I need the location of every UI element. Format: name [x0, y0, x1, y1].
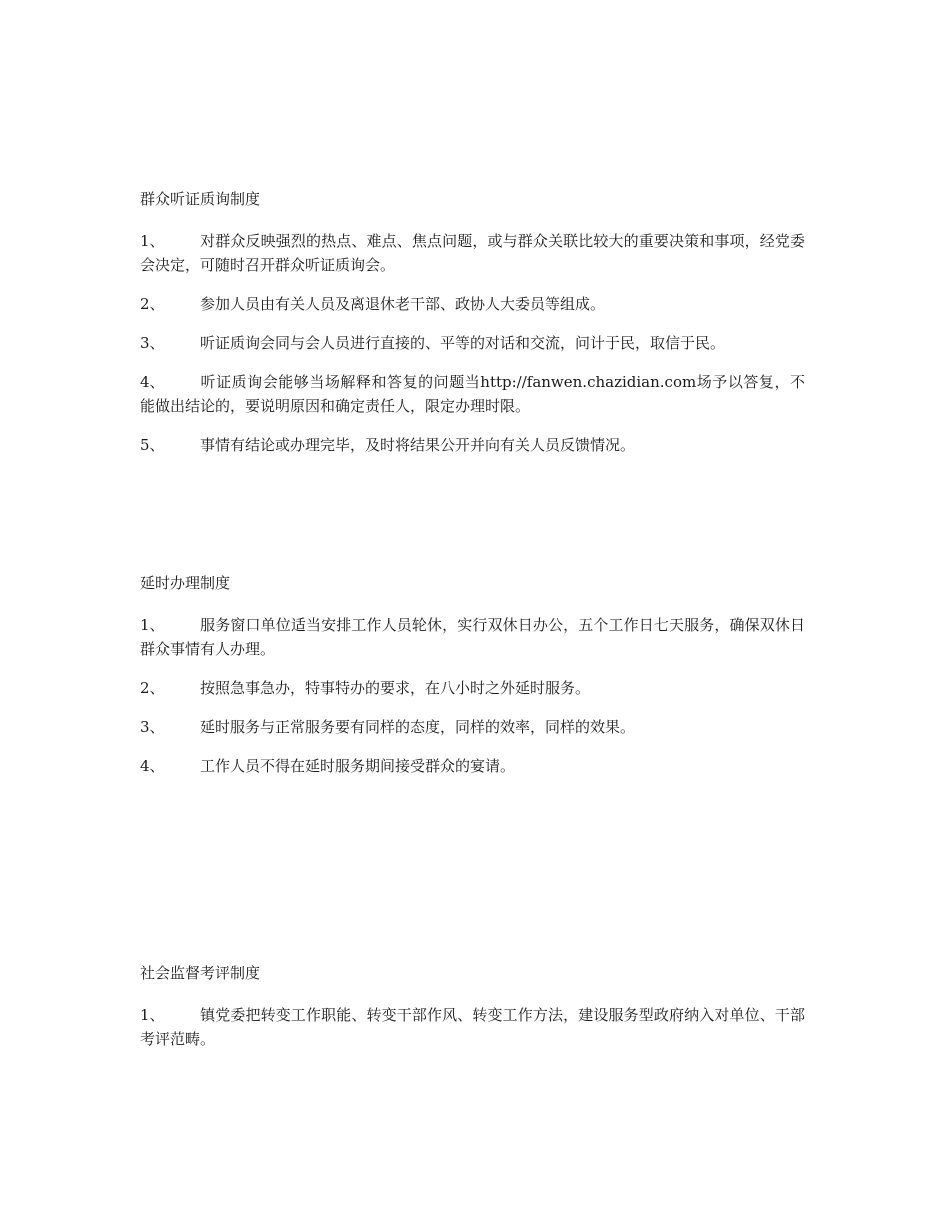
item-text: 对群众反映强烈的热点、难点、焦点问题，或与群众关联比较大的重要决策和事项，经党委会决定，可随时召开群众听证质询会。 — [140, 232, 805, 274]
item-number: 2、 — [140, 679, 165, 697]
item-text: 听证质询会能够当场解释和答复的问题当http://fanwen.chazidian.com场予以答复，不能做出结论的，要说明原因和确定责任人，限定办理时限。 — [140, 373, 805, 415]
list-item — [140, 433, 805, 457]
list-item — [140, 715, 805, 739]
list-item — [140, 331, 805, 355]
item-text: 按照急事急办，特事特办的要求，在八小时之外延时服务。 — [200, 679, 591, 697]
item-number: 1、 — [140, 1006, 165, 1024]
item-number: 1、 — [140, 232, 165, 250]
list-item — [140, 613, 805, 661]
section-title: 社会监督考评制度 — [140, 964, 261, 982]
item-text: 服务窗口单位适当安排工作人员轮休，实行双休日办公，五个工作日七天服务，确保双休日群众事情有人办理。 — [140, 616, 805, 658]
list-item — [140, 676, 805, 700]
item-number: 5、 — [140, 436, 165, 454]
item-text: 参加人员由有关人员及离退休老干部、政协人大委员等组成。 — [200, 295, 606, 313]
list-item — [140, 229, 805, 277]
list-item — [140, 1003, 805, 1051]
section-title: 延时办理制度 — [140, 574, 231, 592]
section-social-supervision — [140, 962, 805, 1066]
item-number: 3、 — [140, 718, 165, 736]
item-text: 延时服务与正常服务要有同样的态度，同样的效率，同样的效果。 — [200, 718, 636, 736]
item-number: 2、 — [140, 295, 165, 313]
item-number: 3、 — [140, 334, 165, 352]
item-text: 听证质询会同与会人员进行直接的、平等的对话和交流，问计于民，取信于民。 — [200, 334, 726, 352]
item-text: 镇党委把转变工作职能、转变干部作风、转变工作方法，建设服务型政府纳入对单位、干部考评范畴。 — [140, 1006, 805, 1048]
section-title: 群众听证质询制度 — [140, 190, 261, 208]
list-item — [140, 370, 805, 418]
section-extended-hours — [140, 572, 805, 793]
section-hearing-inquiry — [140, 188, 805, 472]
list-item — [140, 754, 805, 778]
item-text: 事情有结论或办理完毕，及时将结果公开并向有关人员反馈情况。 — [200, 436, 636, 454]
item-number: 4、 — [140, 373, 165, 391]
item-number: 4、 — [140, 757, 165, 775]
item-number: 1、 — [140, 616, 165, 634]
item-text: 工作人员不得在延时服务期间接受群众的宴请。 — [200, 757, 516, 775]
list-item — [140, 292, 805, 316]
